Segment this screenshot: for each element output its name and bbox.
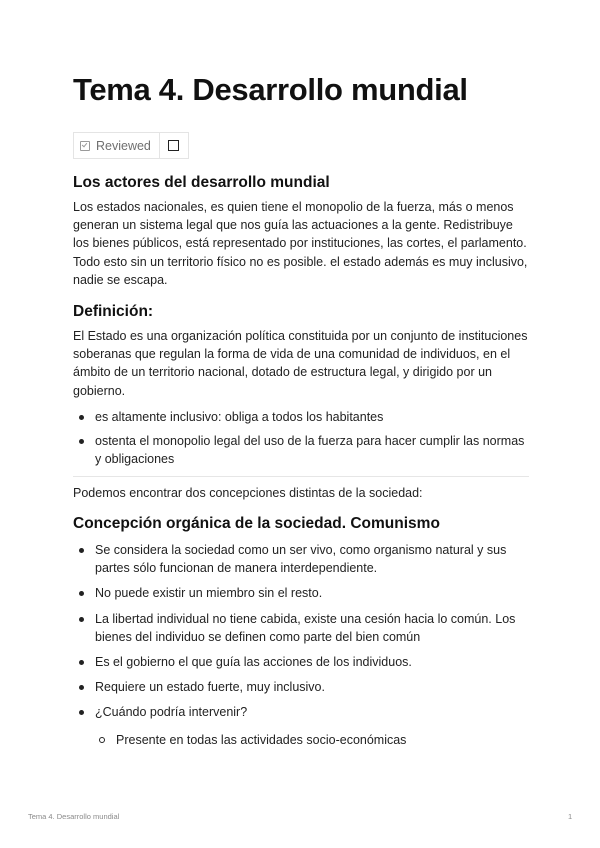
reviewed-checkbox[interactable] [168,140,179,151]
list-item: Se considera la sociedad como un ser vivo, como organismo natural y sus partes sólo funcionan de manera interdependiente. [73,541,529,577]
heading-definicion: Definición: [73,303,154,320]
list-item: ostenta el monopolio legal del uso de la fuerza para hacer cumplir las normas y obligaciones [73,432,529,468]
list-item: Es el gobierno el que guía las acciones de los individuos. [73,653,529,671]
definicion-bullet-list [73,408,529,469]
list-item: Presente en todas las actividades socio-económicas [95,731,529,749]
page-title: Tema 4. Desarrollo mundial [73,72,468,107]
paragraph-actores: Los estados nacionales, es quien tiene el monopolio de la fuerza, más o menos generan un sistema legal que nos guía las actuaciones a la gente. Redistribuye los bienes públicos, está representado por instituciones, las cortes, el parlamento. Todo esto sin un territorio físico no es posible. el estado además es muy inclusivo, nadie se escapa. [73,200,528,287]
divider [73,476,529,477]
list-item: La libertad individual no tiene cabida, existe una cesión hacia lo común. Los bienes del individuo se definen como parte del bien común [73,610,529,646]
list-item: No puede existir un miembro sin el resto. [73,584,529,602]
property-label [74,133,160,158]
property-name: Reviewed [96,138,151,153]
organica-bullet-list [73,541,529,722]
footer-title: Tema 4. Desarrollo mundial [28,812,120,821]
heading-organica: Concepción orgánica de la sociedad. Comunismo [73,515,440,532]
paragraph-definicion: El Estado es una organización política constituida por un conjunto de instituciones soberanas que regulan la forma de vida de una comunidad de individuos, en el ámbito de un territorio nacional, dotado de estructura legal, y dirigido por un gobierno. [73,329,528,398]
heading-actores: Los actores del desarrollo mundial [73,174,330,191]
list-item: Requiere un estado fuerte, muy inclusivo. [73,678,529,696]
organica-sub-bullet-list [95,731,529,749]
reviewed-property [73,132,189,159]
footer-page-number: 1 [568,812,573,821]
list-item: es altamente inclusivo: obliga a todos los habitantes [73,408,529,426]
list-item: ¿Cuándo podría intervenir? [73,703,529,721]
property-value[interactable] [160,133,188,158]
checkbox-property-icon [80,141,90,151]
paragraph-intro: Podemos encontrar dos concepciones distintas de la sociedad: [73,486,423,500]
